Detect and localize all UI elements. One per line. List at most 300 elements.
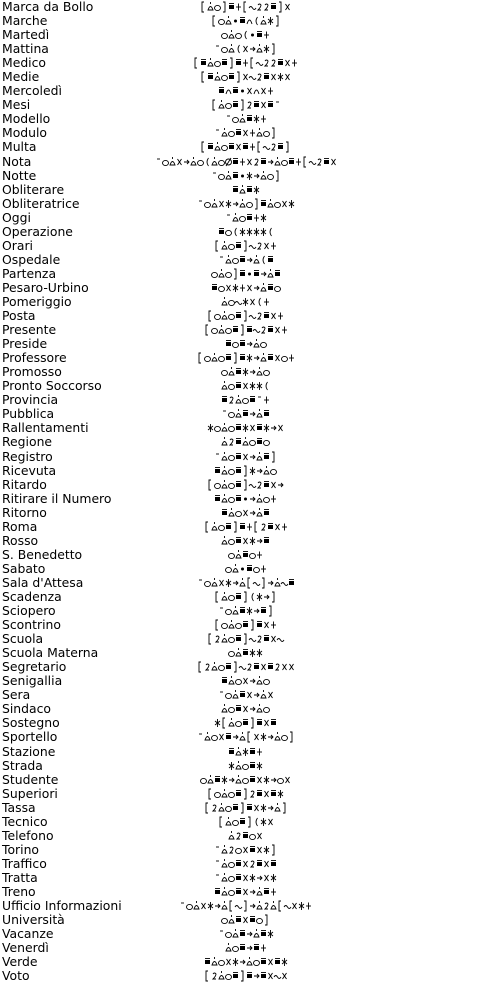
hand-glyph-icon xyxy=(257,44,262,52)
entry-word: Marca da Bollo xyxy=(2,0,94,15)
entry-word: Marche xyxy=(2,13,48,29)
hand-glyph-icon xyxy=(208,775,213,783)
x-glyph-icon xyxy=(247,692,251,698)
glossary-entry xyxy=(0,492,491,506)
oval-glyph-icon xyxy=(225,933,231,938)
sign-writing-svg xyxy=(197,730,295,744)
glossary-entry xyxy=(0,112,491,126)
hand-glyph-icon xyxy=(236,395,241,403)
star-glyph-icon xyxy=(208,424,213,432)
entry-word: Tratta xyxy=(2,869,38,885)
box-glyph-icon xyxy=(236,790,241,796)
glossary-entry xyxy=(0,379,491,393)
hand-glyph-icon xyxy=(236,747,241,755)
arrow-glyph-icon xyxy=(233,581,238,585)
sign-writing-svg xyxy=(218,604,274,618)
glossary-entry xyxy=(0,941,491,955)
box-glyph-icon xyxy=(257,860,262,866)
oval-glyph-icon xyxy=(222,918,228,923)
box-glyph-icon xyxy=(236,481,241,487)
sign-writing-svg xyxy=(207,309,284,323)
wave-glyph-icon xyxy=(309,161,316,164)
oval-glyph-icon xyxy=(274,286,280,291)
hand-glyph-icon xyxy=(222,241,227,249)
glossary-entry xyxy=(0,787,491,801)
hand-glyph-icon xyxy=(222,437,227,445)
hand-glyph-icon xyxy=(215,142,220,150)
bracket2-glyph-icon xyxy=(244,480,246,490)
entry-word: Posta xyxy=(2,308,36,324)
box-glyph-icon xyxy=(240,945,245,951)
star-glyph-icon xyxy=(261,818,266,826)
entry-sign xyxy=(0,295,491,309)
glossary-entry xyxy=(0,576,491,590)
entry-word: S. Benedetto xyxy=(2,546,83,562)
bracket2-glyph-icon xyxy=(234,269,236,279)
star-glyph-icon xyxy=(243,298,248,306)
entry-sign xyxy=(0,688,491,702)
bracket-glyph-icon xyxy=(195,58,197,68)
hand-glyph-icon xyxy=(212,522,217,530)
oval-glyph-icon xyxy=(218,286,224,291)
sign-writing-svg xyxy=(225,941,267,955)
box-glyph-icon xyxy=(257,425,262,431)
hand-glyph-icon xyxy=(229,620,234,628)
oval-glyph-icon xyxy=(225,694,231,699)
plus-glyph-icon xyxy=(236,4,241,11)
box-glyph-icon xyxy=(261,959,266,965)
oval-glyph-icon xyxy=(229,300,235,305)
x-glyph-icon xyxy=(289,664,293,670)
hand-glyph-icon xyxy=(222,466,227,474)
x-glyph-icon xyxy=(258,833,262,839)
paren-glyph-icon xyxy=(207,158,209,166)
sign-writing-svg xyxy=(221,365,270,379)
x-glyph-icon xyxy=(244,917,248,923)
x-glyph-icon xyxy=(244,889,248,895)
glossary-entry xyxy=(0,365,491,379)
hand-glyph-icon xyxy=(212,157,217,165)
entry-word: Pubblica xyxy=(2,406,55,422)
x-glyph-icon xyxy=(244,678,248,684)
oval-glyph-icon xyxy=(211,272,217,277)
slash-glyph-icon xyxy=(225,158,231,166)
entry-sign xyxy=(0,660,491,674)
hand-glyph-icon xyxy=(254,929,259,937)
hand-glyph-icon xyxy=(257,901,262,909)
hand-glyph-icon xyxy=(222,536,227,544)
box-glyph-icon xyxy=(268,102,273,108)
box-glyph-icon xyxy=(275,959,280,965)
arrow-glyph-icon xyxy=(247,946,252,950)
arrow-glyph-icon xyxy=(250,370,255,374)
arrow-glyph-icon xyxy=(233,202,238,206)
hand-glyph-icon xyxy=(191,157,196,165)
x-glyph-icon xyxy=(244,74,248,80)
hand-glyph-icon xyxy=(212,199,217,207)
entry-sign xyxy=(0,534,491,548)
box-glyph-icon xyxy=(233,804,238,810)
entry-sign xyxy=(0,927,491,941)
entry-word: Strada xyxy=(2,757,43,773)
sign-writing-svg xyxy=(204,969,288,983)
oval-glyph-icon xyxy=(236,34,242,39)
dot-glyph-icon xyxy=(234,20,237,23)
hand-glyph-icon xyxy=(222,845,227,853)
box-glyph-icon xyxy=(268,327,273,333)
oval-glyph-icon xyxy=(229,244,235,249)
glossary-entry xyxy=(0,562,491,576)
arrow-glyph-icon xyxy=(254,974,259,978)
x-glyph-icon xyxy=(279,425,283,431)
arrow-glyph-icon xyxy=(250,890,255,894)
entry-sign xyxy=(0,56,491,70)
oval-glyph-icon xyxy=(229,890,235,895)
star-glyph-icon xyxy=(264,424,269,432)
box-glyph-icon xyxy=(247,116,252,122)
box-glyph-icon xyxy=(229,748,234,754)
x-glyph-icon xyxy=(244,510,248,516)
box-glyph-icon xyxy=(247,186,252,192)
glossary-entry xyxy=(0,225,491,239)
arrow-glyph-icon xyxy=(257,876,262,880)
x-glyph-icon xyxy=(244,383,248,389)
oval-glyph-icon xyxy=(232,947,238,952)
hand-glyph-icon xyxy=(268,269,273,277)
oval-glyph-icon xyxy=(260,343,266,348)
bracket-glyph-icon xyxy=(209,789,211,799)
box-glyph-icon xyxy=(236,60,241,66)
oval-glyph-icon xyxy=(229,652,235,657)
bracket2-glyph-icon xyxy=(272,44,274,54)
sign-writing-svg xyxy=(179,899,312,913)
bracket2-glyph-icon xyxy=(244,901,246,911)
entry-sign xyxy=(0,730,491,744)
hand-glyph-icon xyxy=(268,199,273,207)
bracket-glyph-icon xyxy=(216,241,218,251)
bracket2-glyph-icon xyxy=(244,634,246,644)
wave-glyph-icon xyxy=(235,906,242,909)
box-glyph-icon xyxy=(257,790,262,796)
bracket-glyph-icon xyxy=(223,718,225,728)
hand-glyph-icon xyxy=(229,508,234,516)
entry-sign xyxy=(0,365,491,379)
hand-glyph-icon xyxy=(226,171,231,179)
entry-sign xyxy=(0,787,491,801)
box-glyph-icon xyxy=(222,509,227,515)
oval-glyph-icon xyxy=(222,146,228,151)
glossary-entry xyxy=(0,913,491,927)
glossary-entry xyxy=(0,309,491,323)
sign-writing-svg xyxy=(221,534,270,548)
entry-sign xyxy=(0,393,491,407)
x-glyph-icon xyxy=(254,734,258,740)
oval-glyph-icon xyxy=(232,258,238,263)
box-glyph-icon xyxy=(236,383,241,389)
arrow-glyph-icon xyxy=(247,342,252,346)
hand-glyph-icon xyxy=(243,437,248,445)
bracket-glyph-icon xyxy=(258,142,260,152)
box-glyph-icon xyxy=(254,664,259,670)
hand-glyph-icon xyxy=(257,704,262,712)
x-glyph-icon xyxy=(254,805,258,811)
box-glyph-icon xyxy=(247,973,252,979)
x-glyph-icon xyxy=(244,847,248,853)
glossary-entry xyxy=(0,140,491,154)
num-glyph-icon xyxy=(251,791,254,797)
oval-glyph-icon xyxy=(250,441,256,446)
entry-word: Senigallia xyxy=(2,673,63,689)
box-glyph-icon xyxy=(240,341,245,347)
entry-word: Presente xyxy=(2,322,57,338)
hand-glyph-icon xyxy=(233,606,238,614)
oval-glyph-icon xyxy=(215,5,221,10)
oval-glyph-icon xyxy=(225,230,231,235)
entry-sign xyxy=(0,604,491,618)
entry-sign xyxy=(0,562,491,576)
hand-glyph-icon xyxy=(247,957,252,965)
oval-glyph-icon xyxy=(215,483,221,488)
x-glyph-icon xyxy=(293,903,297,909)
bracket2-glyph-icon xyxy=(265,915,267,925)
star-glyph-icon xyxy=(261,733,266,741)
x-glyph-icon xyxy=(265,622,269,628)
bracket-glyph-icon xyxy=(209,480,211,490)
glossary-entry xyxy=(0,407,491,421)
sign-writing-svg xyxy=(211,281,281,295)
hand-glyph-icon xyxy=(229,831,234,839)
bracket-glyph-icon xyxy=(230,901,232,911)
oval-glyph-icon xyxy=(229,385,235,390)
glossary-entry xyxy=(0,393,491,407)
glossary-entry xyxy=(0,632,491,646)
hand-glyph-icon xyxy=(208,58,213,66)
x-glyph-icon xyxy=(247,159,251,165)
entry-sign xyxy=(0,98,491,112)
hand-glyph-icon xyxy=(222,381,227,389)
star-glyph-icon xyxy=(247,607,252,615)
box-glyph-icon xyxy=(236,453,241,459)
hand-glyph-icon xyxy=(271,901,276,909)
star-glyph-icon xyxy=(271,874,276,882)
entry-word: Ospedale xyxy=(2,251,61,267)
entry-sign xyxy=(0,492,491,506)
bracket-glyph-icon xyxy=(206,971,208,981)
num-glyph-icon xyxy=(276,664,279,670)
num-glyph-icon xyxy=(272,60,275,66)
x-glyph-icon xyxy=(272,482,276,488)
arc-glyph-icon xyxy=(247,20,252,24)
box-glyph-icon xyxy=(257,32,262,38)
entry-word: Treno xyxy=(2,883,36,899)
sign-writing-svg xyxy=(218,688,274,702)
box-glyph-icon xyxy=(278,60,283,66)
num-glyph-icon xyxy=(265,60,268,66)
hand-glyph-icon xyxy=(233,690,238,698)
entry-word: Ritorno xyxy=(2,504,47,520)
entry-word: Studente xyxy=(2,771,59,787)
hand-glyph-icon xyxy=(229,718,234,726)
entry-word: Rallentamenti xyxy=(2,420,89,436)
star-glyph-icon xyxy=(278,73,283,81)
hand-glyph-icon xyxy=(222,704,227,712)
entry-sign xyxy=(0,421,491,435)
entry-sign xyxy=(0,84,491,98)
hand-glyph-icon xyxy=(222,297,227,305)
sign-writing-svg xyxy=(214,857,277,871)
sign-writing-svg xyxy=(155,155,337,169)
x-glyph-icon xyxy=(261,102,265,108)
sign-writing-svg xyxy=(221,407,270,421)
box-glyph-icon xyxy=(236,439,241,445)
sign-writing-svg xyxy=(211,169,281,183)
entry-word: Oggi xyxy=(2,209,31,225)
box-glyph-icon xyxy=(233,88,238,94)
num-glyph-icon xyxy=(258,4,261,10)
bracket2-glyph-icon xyxy=(241,100,243,110)
sign-writing-svg xyxy=(204,801,288,815)
arrow-glyph-icon xyxy=(250,455,255,459)
x-glyph-icon xyxy=(244,538,248,544)
num-glyph-icon xyxy=(265,903,268,909)
glossary-entry xyxy=(0,815,491,829)
x-glyph-icon xyxy=(275,524,279,530)
oval-glyph-icon xyxy=(243,399,249,404)
box-glyph-icon xyxy=(264,313,269,319)
star-glyph-icon xyxy=(243,748,248,756)
box-glyph-icon xyxy=(201,60,206,66)
bracket2-glyph-icon xyxy=(244,241,246,251)
box-glyph-icon xyxy=(289,579,294,585)
x-glyph-icon xyxy=(275,355,279,361)
hand-glyph-icon xyxy=(212,957,217,965)
sign-writing-svg xyxy=(211,267,281,281)
hand-glyph-icon xyxy=(229,44,234,52)
hand-glyph-icon xyxy=(257,887,262,895)
hand-glyph-icon xyxy=(240,578,245,586)
box-glyph-icon xyxy=(268,284,273,290)
star-glyph-icon xyxy=(268,930,273,938)
entry-sign xyxy=(0,913,491,927)
star-glyph-icon xyxy=(257,593,262,601)
entry-word: Università xyxy=(2,912,65,928)
hand-glyph-icon xyxy=(222,592,227,600)
box-glyph-icon xyxy=(247,214,252,220)
entry-word: Sala d'Attesa xyxy=(2,574,84,590)
entry-sign xyxy=(0,857,491,871)
bracket2-glyph-icon xyxy=(234,522,236,532)
glossary-entry xyxy=(0,239,491,253)
oval-glyph-icon xyxy=(232,343,238,348)
arrow-glyph-icon xyxy=(250,47,255,51)
sign-writing-svg xyxy=(228,759,263,773)
box-glyph-icon xyxy=(268,523,273,529)
box-glyph-icon xyxy=(257,720,262,726)
bracket2-glyph-icon xyxy=(279,2,281,12)
glossary-entry xyxy=(0,969,491,983)
x-glyph-icon xyxy=(251,425,255,431)
sign-writing-svg xyxy=(218,815,274,829)
sign-writing-svg xyxy=(218,225,274,239)
x-glyph-icon xyxy=(237,144,241,150)
entry-word: Sportello xyxy=(2,729,58,745)
glossary-entry xyxy=(0,829,491,843)
entry-word: Martedì xyxy=(2,27,50,43)
oval-glyph-icon xyxy=(236,848,242,853)
hand-glyph-icon xyxy=(219,803,224,811)
entry-sign xyxy=(0,815,491,829)
sign-writing-svg xyxy=(225,562,267,576)
num-glyph-icon xyxy=(258,243,261,249)
oval-glyph-icon xyxy=(229,862,235,867)
entry-sign xyxy=(0,337,491,351)
entry-word: Ritardo xyxy=(2,476,47,492)
glossary-entry xyxy=(0,618,491,632)
bracket-glyph-icon xyxy=(244,2,246,12)
entry-sign xyxy=(0,0,491,14)
oval-glyph-icon xyxy=(281,736,287,741)
oval-glyph-icon xyxy=(236,680,242,685)
hand-glyph-icon xyxy=(170,157,175,165)
glossary-entry xyxy=(0,759,491,773)
oval-glyph-icon xyxy=(229,792,235,797)
box-glyph-icon xyxy=(261,931,266,937)
glossary-entry xyxy=(0,14,491,28)
entry-sign xyxy=(0,759,491,773)
entry-sign xyxy=(0,801,491,815)
arc-glyph-icon xyxy=(254,90,259,94)
box-glyph-icon xyxy=(212,284,217,290)
plus-glyph-icon xyxy=(250,144,255,151)
glossary-entry xyxy=(0,744,491,758)
num-glyph-icon xyxy=(262,524,265,530)
star-glyph-icon xyxy=(250,467,255,475)
dot-glyph-icon xyxy=(241,90,244,93)
oval-glyph-icon xyxy=(229,455,235,460)
x-glyph-icon xyxy=(282,664,286,670)
entry-word: Nota xyxy=(2,153,32,169)
paren-glyph-icon xyxy=(252,593,254,601)
oval-glyph-icon xyxy=(264,708,270,713)
glossary-entry xyxy=(0,337,491,351)
oval-glyph-icon xyxy=(225,806,231,811)
wave-glyph-icon xyxy=(249,7,256,10)
bracket-glyph-icon xyxy=(279,901,281,911)
bracket2-glyph-icon xyxy=(244,466,246,476)
arrow-glyph-icon xyxy=(268,160,273,164)
hand-glyph-icon xyxy=(257,409,262,417)
entry-sign xyxy=(0,379,491,393)
plus-glyph-icon xyxy=(261,116,266,123)
box-glyph-icon xyxy=(240,931,245,937)
box-glyph-icon xyxy=(271,4,276,10)
glossary-entry xyxy=(0,801,491,815)
x-glyph-icon xyxy=(286,74,290,80)
hand-glyph-icon xyxy=(219,269,224,277)
bracket2-glyph-icon xyxy=(251,718,253,728)
sign-writing-svg xyxy=(200,773,291,787)
glossary-entry xyxy=(0,899,491,913)
entry-word: Modello xyxy=(2,111,51,127)
entry-word: Sera xyxy=(2,687,31,703)
hand-glyph-icon xyxy=(233,929,238,937)
hand-glyph-icon xyxy=(240,185,245,193)
box-glyph-icon xyxy=(226,734,231,740)
x-glyph-icon xyxy=(219,201,223,207)
sign-writing-svg xyxy=(204,955,288,969)
arrow-glyph-icon xyxy=(247,932,252,936)
x-glyph-icon xyxy=(272,313,276,319)
